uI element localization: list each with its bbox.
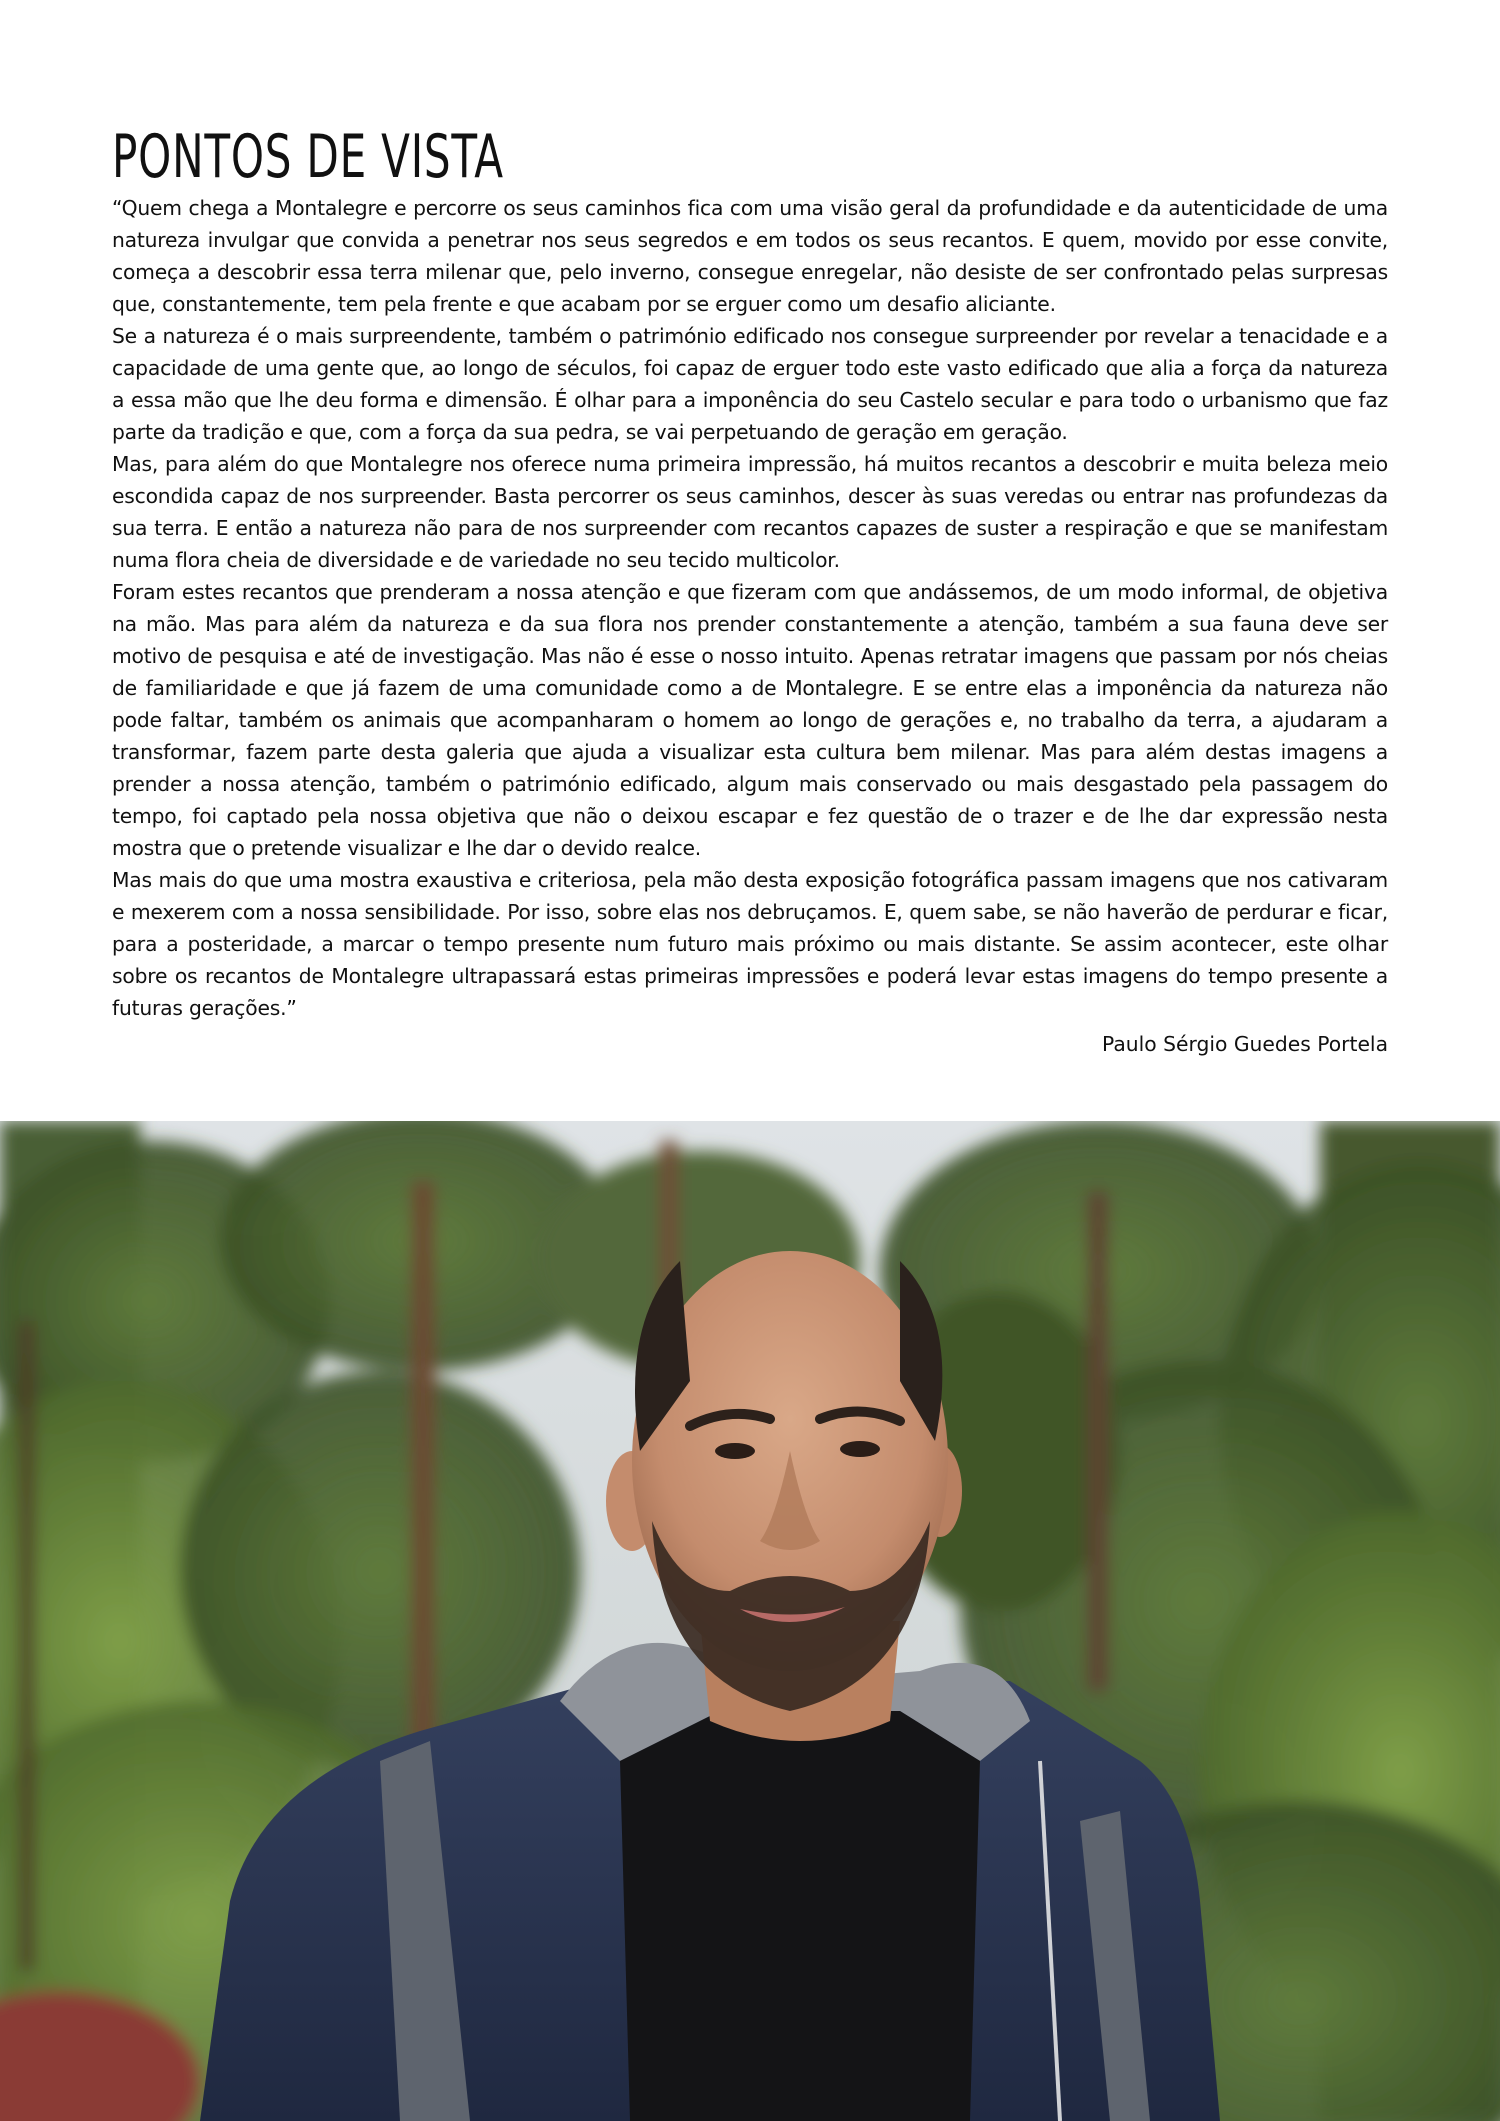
paragraph: Foram estes recantos que prenderam a nossa atenção e que fizeram com que andássemos, de um modo informal, de objetiva na mão. Mas para além da natureza e da sua flora nos prender constantemente a atenção, também a sua fauna deve ser motivo de pesquisa e até de investigação. Mas não é esse o nosso intuito. Apenas retratar imagens que passam por nós cheias de familiaridade e que já fazem de uma comunidade como a de Montalegre. E se entre elas a imponência da natureza não pode faltar, também os animais que acompanharam o homem ao longo de gerações e, no trabalho da terra, a ajudaram a transformar, fazem parte desta galeria que ajuda a visualizar esta cultura bem milenar. Mas para além destas imagens a prender a nossa atenção, também o património edificado, algum mais conservado ou mais desgastado pela passagem do tempo, foi captado pela nossa objetiva que não o deixou escapar e fez questão de o trazer e de lhe dar expressão nesta mostra que o pretende visualizar e lhe dar o devido realce. — [112, 580, 1388, 860]
paragraph: “Quem chega a Montalegre e percorre os seus caminhos fica com uma visão geral da profundidade e da autenticidade de uma natureza invulgar que convida a penetrar nos seus segredos e em todos os seus recantos. E quem, movido por esse convite, começa a descobrir essa terra milenar que, pelo inverno, consegue enregelar, não desiste de ser confrontado pelas surpresas que, constantemente, tem pela frente e que acabam por se erguer como um desafio aliciante. — [112, 196, 1388, 316]
author-signature: Paulo Sérgio Guedes Portela — [1102, 1032, 1388, 1056]
paragraph: Se a natureza é o mais surpreendente, também o património edificado nos consegue surpreender por revelar a tenacidade e a capacidade de uma gente que, ao longo de séculos, foi capaz de erguer todo este vasto edificado que alia a força da natureza a essa mão que lhe deu forma e dimensão. É olhar para a imponência do seu Castelo secular e para todo o urbanismo que faz parte da tradição e que, com a força da sua pedra, se vai perpetuando de geração em geração. — [112, 324, 1388, 444]
article-body — [112, 192, 1388, 1024]
article — [112, 122, 1388, 1060]
paragraph: Mas mais do que uma mostra exaustiva e criteriosa, pela mão desta exposição fotográfica passam imagens que nos cativaram e mexerem com a nossa sensibilidade. Por isso, sobre elas nos debruçamos. E, quem sabe, se não haverão de perdurar e ficar, para a posteridade, a marcar o tempo presente num futuro mais próximo ou mais distante. Se assim acontecer, este olhar sobre os recantos de Montalegre ultrapassará estas primeiras impressões e poderá levar estas imagens do tempo presente a futuras gerações.” — [112, 868, 1388, 1020]
portrait-photo — [0, 1121, 1500, 2121]
paragraph: Mas, para além do que Montalegre nos oferece numa primeira impressão, há muitos recantos a descobrir e muita beleza meio escondida capaz de nos surpreender. Basta percorrer os seus caminhos, descer às suas veredas ou entrar nas profundezas da sua terra. E então a natureza não para de nos surpreender com recantos capazes de suster a respiração e que se manifestam numa flora cheia de diversidade e de variedade no seu tecido multicolor. — [112, 452, 1388, 572]
page-title: PONTOS DE VISTA — [112, 122, 504, 192]
